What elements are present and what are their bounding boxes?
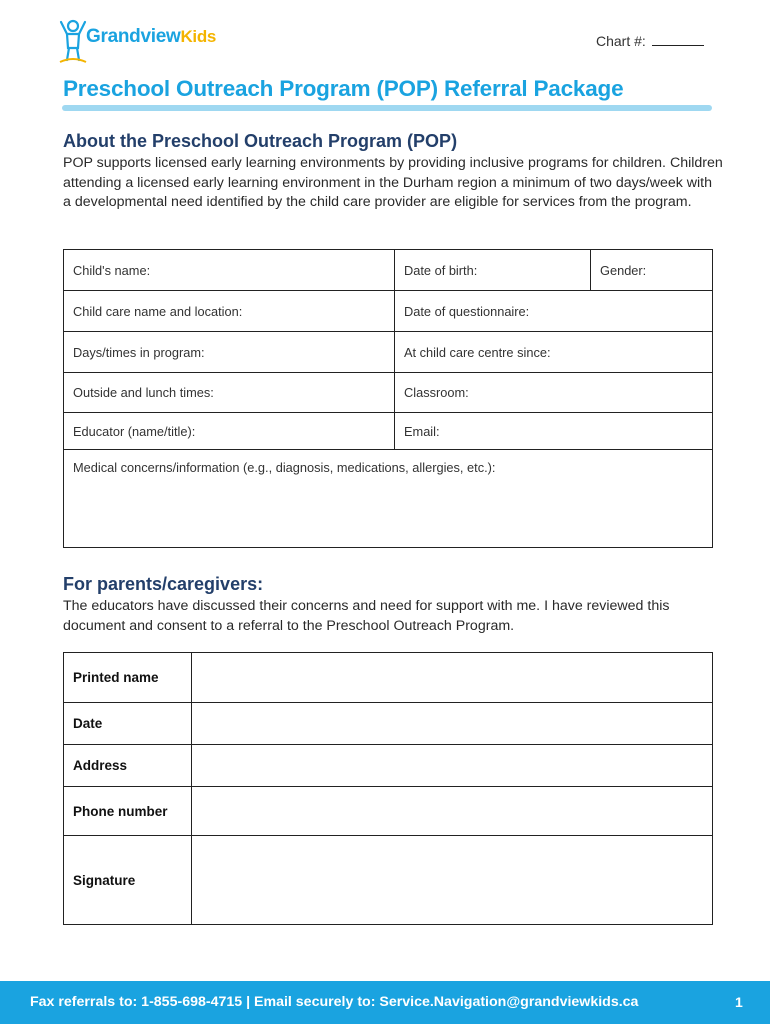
printed-name-label: Printed name — [64, 653, 192, 703]
page-number: 1 — [735, 994, 743, 1010]
address-input[interactable] — [192, 745, 713, 787]
child-figure-icon — [58, 18, 88, 64]
signature-label: Signature — [64, 836, 192, 925]
signature-input[interactable] — [192, 836, 713, 925]
email-field[interactable]: Email: — [395, 413, 713, 450]
about-paragraph: POP supports licensed early learning environments by providing inclusive programs for children. Children attending a licensed early learning environment in the Durham region a minimum of two days/week with a developmental need identified by the child care provider are eligible for services from the program. — [63, 155, 723, 211]
consent-table — [63, 652, 713, 925]
child-info-table — [63, 249, 713, 548]
logo-accent-text: Kids — [180, 27, 217, 46]
page-title: Preschool Outreach Program (POP) Referral Package — [63, 76, 624, 101]
gender-field[interactable]: Gender: — [591, 250, 713, 291]
table-row — [64, 332, 713, 373]
address-label: Address — [64, 745, 192, 787]
table-row — [64, 291, 713, 332]
table-row — [64, 250, 713, 291]
phone-number-input[interactable] — [192, 787, 713, 836]
table-row — [64, 653, 713, 703]
child-care-name-field[interactable]: Child care name and location: — [64, 291, 395, 332]
footer-contact-text: Fax referrals to: 1-855-698-4715 | Email securely to: Service.Navigation@grandviewkids.ca — [30, 994, 639, 1010]
title-underline — [62, 105, 712, 111]
chart-number-field[interactable] — [596, 33, 704, 49]
outside-lunch-field[interactable]: Outside and lunch times: — [64, 373, 395, 413]
parents-paragraph: The educators have discussed their concerns and need for support with me. I have reviewed this document and consent to a referral to the Preschool Outreach Program. — [63, 598, 670, 634]
grandview-kids-logo — [58, 16, 218, 66]
table-row — [64, 787, 713, 836]
table-row — [64, 745, 713, 787]
phone-number-label: Phone number — [64, 787, 192, 836]
logo-main-text: Grandview — [86, 26, 181, 47]
table-row — [64, 413, 713, 450]
footer-bar — [0, 981, 770, 1024]
date-label: Date — [64, 703, 192, 745]
medical-concerns-field[interactable]: Medical concerns/information (e.g., diagnosis, medications, allergies, etc.): — [64, 450, 713, 548]
educator-field[interactable]: Educator (name/title): — [64, 413, 395, 450]
date-of-birth-field[interactable]: Date of birth: — [395, 250, 591, 291]
parents-heading: For parents/caregivers: — [63, 574, 264, 594]
date-of-questionnaire-field[interactable]: Date of questionnaire: — [395, 291, 713, 332]
table-row — [64, 450, 713, 548]
table-row — [64, 373, 713, 413]
date-input[interactable] — [192, 703, 713, 745]
centre-since-field[interactable]: At child care centre since: — [395, 332, 713, 373]
printed-name-input[interactable] — [192, 653, 713, 703]
chart-number-label: Chart #: — [596, 33, 646, 49]
classroom-field[interactable]: Classroom: — [395, 373, 713, 413]
table-row — [64, 703, 713, 745]
chart-number-blank[interactable] — [652, 45, 704, 46]
days-times-field[interactable]: Days/times in program: — [64, 332, 395, 373]
table-row — [64, 836, 713, 925]
about-heading: About the Preschool Outreach Program (POP) — [63, 131, 458, 151]
childs-name-field[interactable]: Child's name: — [64, 250, 395, 291]
